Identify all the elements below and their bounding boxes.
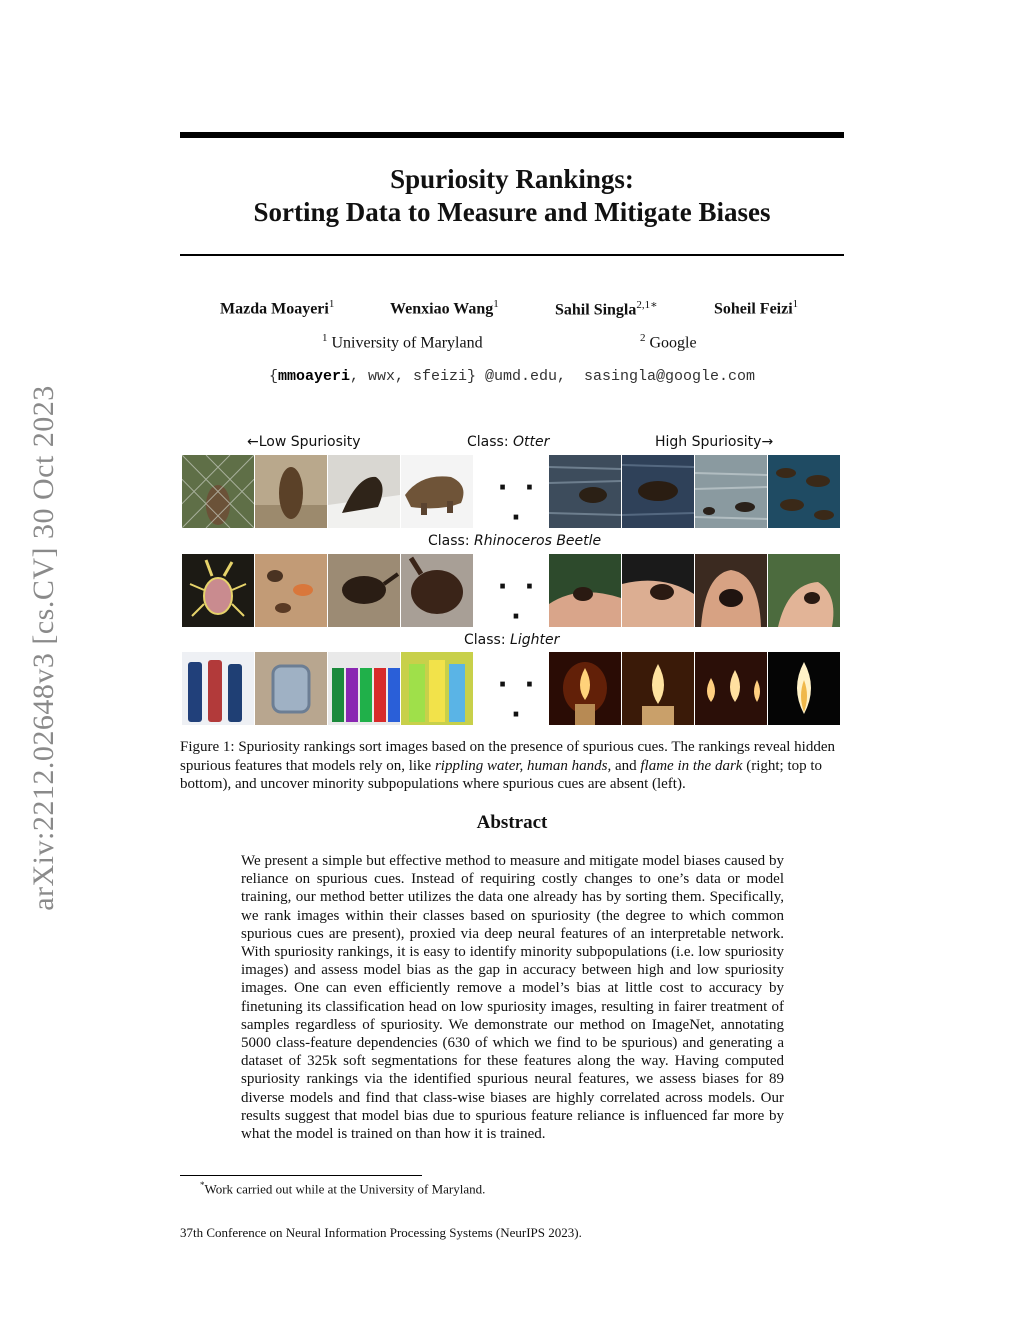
otter-image-fence	[182, 455, 254, 528]
lighter-image-flame	[622, 652, 694, 725]
paper-title	[180, 163, 844, 229]
author-name: Mazda Moayeri$^1$	[220, 298, 335, 318]
beetle-image-closeup	[401, 554, 473, 627]
lighter-image-colorful	[328, 652, 400, 725]
class-label-lighter: Class: Lighter	[464, 632, 560, 648]
author-name: Soheil Feizi$^1$	[714, 298, 799, 318]
lighter-image-flame	[695, 652, 767, 725]
title-top-rule	[180, 132, 844, 138]
figure-caption: Figure 1: Spuriosity rankings sort images based on the presence of spurious cues. The rankings reveal hidden spurious features that models rely on, like rippling water, human hands, and flame in the dark (right; top to bottom), and uncover minority subpopulations where spurious cues are absent (left).	[180, 739, 836, 792]
footnote: *Work carried out while at the University of Maryland.	[200, 1180, 486, 1197]
conference-venue: 37th Conference on Neural Information Processing Systems (NeurIPS 2023).	[180, 1225, 582, 1240]
affiliation: $^2$ Google	[640, 332, 697, 352]
lighter-image-flame	[549, 652, 621, 725]
paper-title-line-2: Sorting Data to Measure and Mitigate Biases	[253, 197, 771, 227]
title-bottom-rule	[180, 254, 844, 256]
author-name: Sahil Singla$^{2,1∗}$	[555, 299, 658, 319]
lighter-image-metal	[255, 652, 327, 725]
author-emails: {mmoayeri, wwx, sfeizi} @umd.edu, sasingla@google.com	[268, 368, 756, 385]
beetle-image-hand	[622, 554, 694, 627]
beetle-image-hand	[768, 554, 840, 627]
ellipsis: · · ·	[497, 473, 539, 533]
image-row-otter	[182, 455, 842, 533]
arxiv-identifier-text: arXiv:2212.02648v3 [cs.CV] 30 Oct 2023	[27, 385, 61, 911]
ellipsis: · · ·	[497, 670, 539, 730]
class-label-rhinoceros-beetle: Class: Rhinoceros Beetle	[428, 533, 602, 549]
footnote-rule	[180, 1175, 422, 1176]
otter-image-water	[622, 455, 694, 528]
beetle-image-illustration	[182, 554, 254, 627]
arxiv-identifier-stamp	[22, 356, 66, 940]
beetle-image-hand	[549, 554, 621, 627]
axis-label-high-spuriosity: High Spuriosity→	[655, 434, 774, 450]
otter-image-studio	[401, 455, 473, 528]
axis-label-low-spuriosity: ←Low Spuriosity	[247, 434, 361, 450]
affiliation: $^1$ University of Maryland	[322, 332, 483, 352]
otter-image-rock	[255, 455, 327, 528]
image-row-rhinoceros-beetle	[182, 554, 842, 632]
otter-image-water	[695, 455, 767, 528]
lighter-image-flame	[768, 652, 840, 725]
beetle-image-hand	[695, 554, 767, 627]
abstract-text: We present a simple but effective method to measure and mitigate model biases caused by reliance on spurious cues. Instead of requiring costly changes to one’s data or model training, our method better utilizes the data one already has by sorting them. Specifically, we rank images within their classes based on spuriosity (the degree to which common spurious cues are present), proxied via deep neural features of an interpretable network. With spuriosity rankings, it is easy to identify minority subpopulations (i.e. low spuriosity images) and assess model bias as the gap in accuracy between high and low spuriosity images. One can even efficiently remove a model’s bias at little cost to accuracy by finetuning its classification head on low spuriosity images, resulting in fairer treatment of samples regardless of spuriosity. We demonstrate our method on ImageNet, annotating 5000 class-feature dependencies (630 of which we find to be spurious) and generating a dataset of 325k soft segmentations for these features along the way. Having computed spuriosity rankings via the identified spurious neural features, we assess biases for 89 diverse models and find that class-wise biases are highly correlated across models. Our results suggest that model bias due to spurious feature reliance is influenced far more by what the model is trained on than how it is trained.	[241, 853, 784, 1143]
abstract-heading: Abstract	[476, 812, 548, 833]
otter-image-water	[768, 455, 840, 528]
otter-image-water	[549, 455, 621, 528]
class-label-otter: Class: Otter	[467, 434, 550, 450]
author-name: Wenxiao Wang$^1$	[390, 298, 499, 318]
otter-image-snow	[328, 455, 400, 528]
beetle-image-specimens	[255, 554, 327, 627]
lighter-image-colorful	[401, 652, 473, 725]
lighter-image-product	[182, 652, 254, 725]
paper-title-line-1: Spuriosity Rankings:	[390, 164, 634, 194]
image-row-lighter	[182, 652, 842, 730]
ellipsis: · · ·	[497, 572, 539, 632]
abstract-body	[241, 852, 784, 1143]
beetle-image-wood	[328, 554, 400, 627]
